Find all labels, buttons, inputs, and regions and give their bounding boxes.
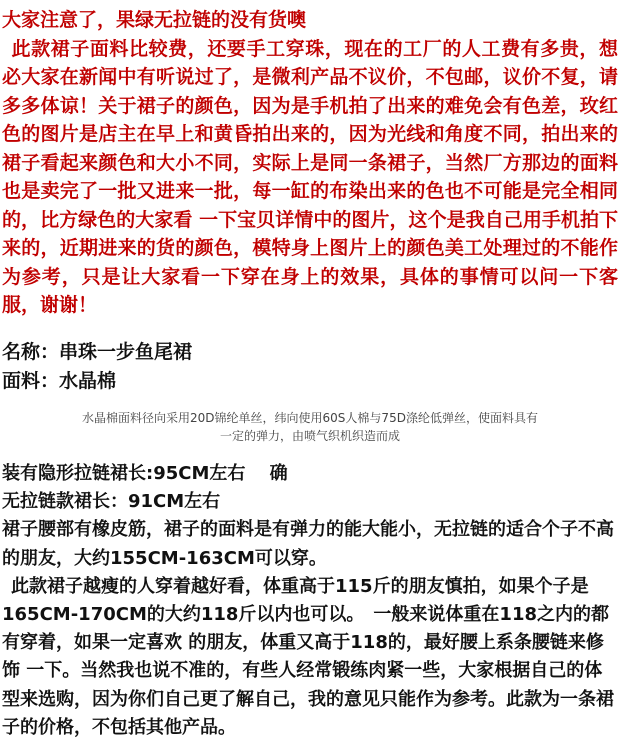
product-fabric: 面料：水晶棉 <box>2 370 117 392</box>
product-details <box>2 460 618 742</box>
notice-title: 大家注意了，果绿无拉链的没有货噢 <box>2 9 307 31</box>
notice-body: 此款裙子面料比较费，还要手工穿珠，现在的工厂的人工费有多贵，想必大家在新闻中有听说过了，是微利产品不议价，不包邮，议价不复，请多多体谅！关于裙子的颜色，因为是手机拍了出来的难免会有色差，玫红色的图片是店主在早上和黄昏拍出来的，因为光线和角度不同，拍出来的裙子看起来颜色和大小不同，实际上是同一条裙子，当然厂方那边的面料也是卖完了一批又进来一批，每一缸的布染出来的色也不可能是完全相同的，比方绿色的大家看 一下宝贝详情中的图片，这个是我自己用手机拍下来的，近期进来的货的颜色，模特身上图片上的颜色美工处理过的不能作为参考，只是让大家看一下穿在身上的效果，具体的事情可以问一下客服，谢谢！ <box>2 37 618 316</box>
size-advice: 此款裙子越瘦的人穿着越好看，体重高于115斤的朋友慎拍，如果个子是165CM-170CM的大约118斤以内也可以。 一般来说体重在118之内的都有穿着，如果一定喜欢 的朋友，体重又高于118的，最好腰上系条腰链来修饰 一下。当然我也说不准的，有些人经常锻练肉紧一些，大家根据自己的体型来选购，因为你们自己更了解自己，我的意见只能作为参考。此款为一条裙子的价格，不包括其他产品。 <box>2 575 614 738</box>
waist-description: 裙子腰部有橡皮筋，裙子的面料是有弹力的能大能小，无拉链的适合个子不高的朋友，大约155CM-163CM可以穿。 <box>2 519 614 569</box>
nozip-length: 无拉链款裙长：91CM左右 <box>2 491 221 513</box>
fabric-caption-line1: 水晶棉面料径向采用20D锦纶单丝，纬向使用60S人棉与75D涤纶低弹丝，使面料具有 <box>82 411 538 425</box>
notice-block <box>2 6 618 320</box>
zip-length: 装有隐形拉链裙长:95CM左右 确 <box>2 463 288 484</box>
fabric-caption <box>30 409 590 445</box>
fabric-caption-line2: 一定的弹力，由喷气织机织造而成 <box>219 429 400 443</box>
product-name: 名称：串珠一步鱼尾裙 <box>2 341 193 363</box>
